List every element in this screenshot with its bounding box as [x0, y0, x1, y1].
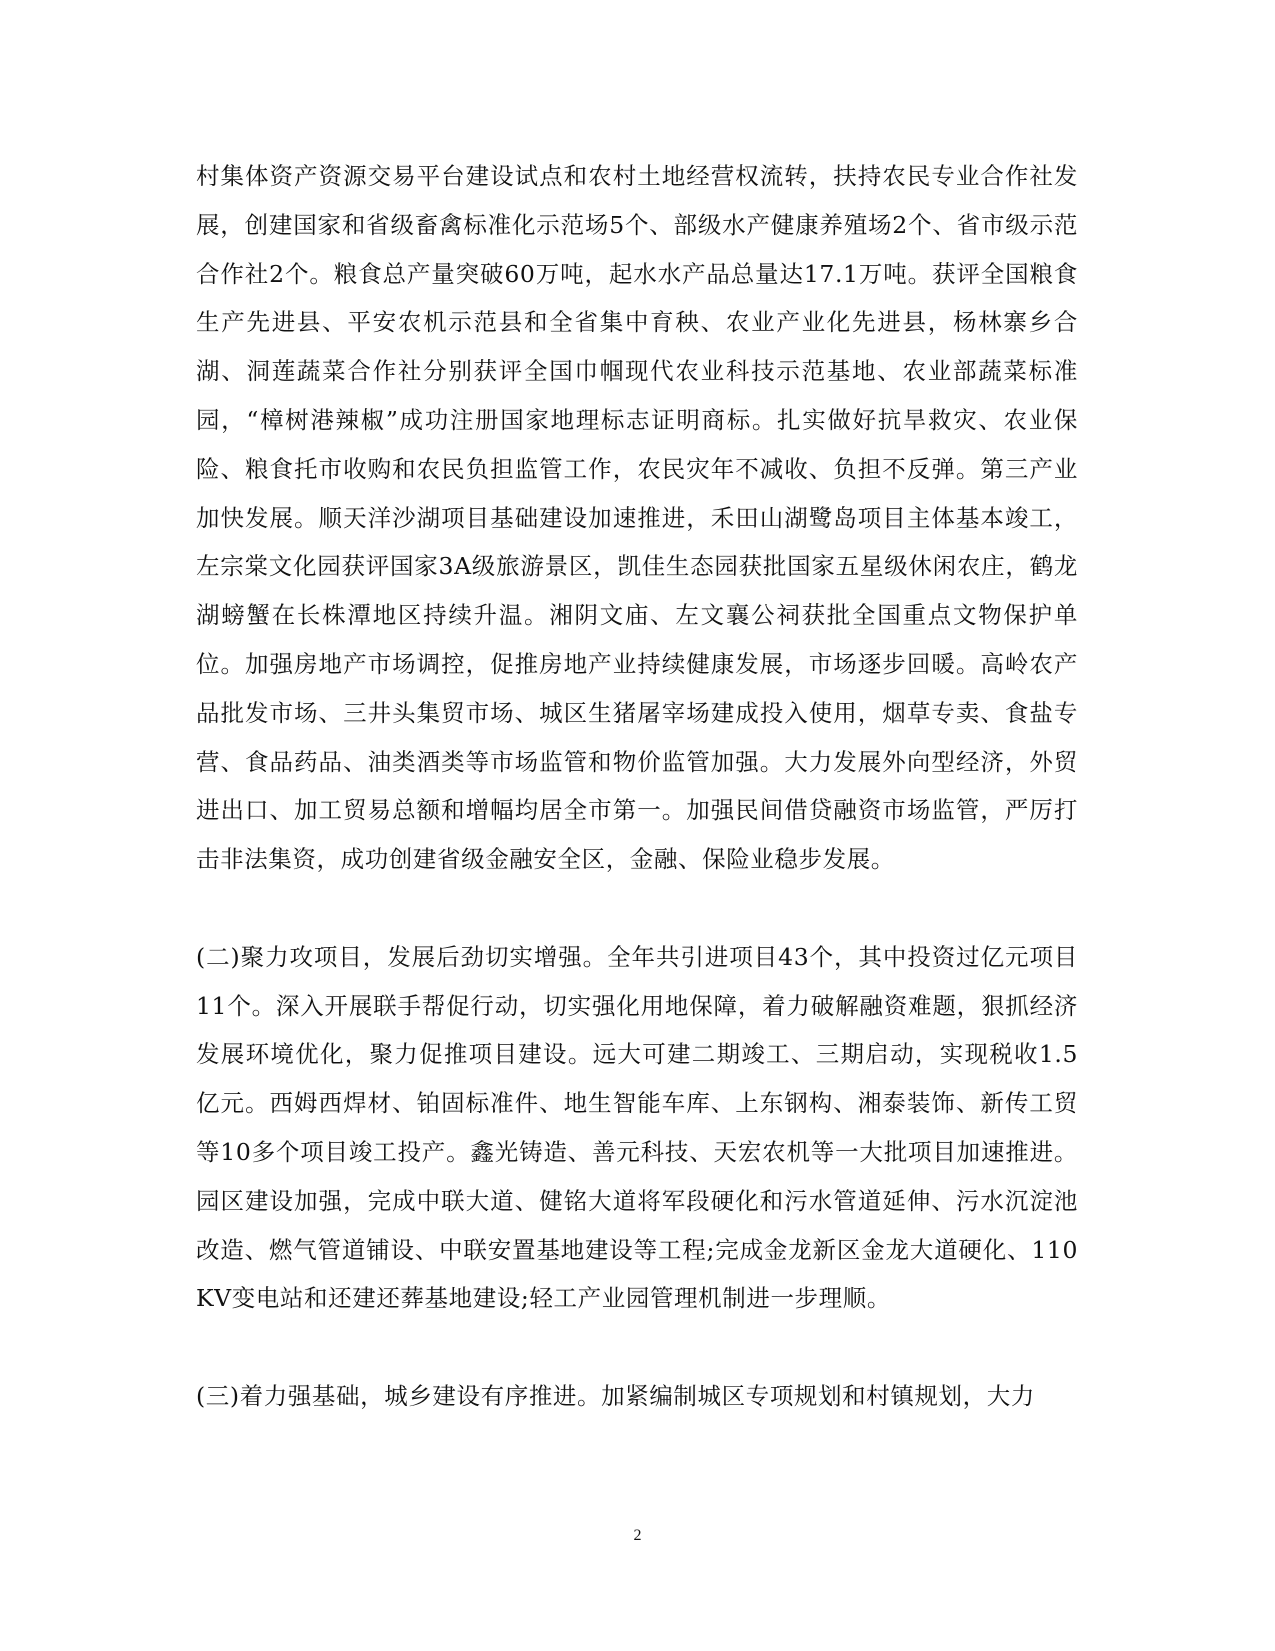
paragraph-agriculture-tertiary: 村集体资产资源交易平台建设试点和农村土地经营权流转，扶持农民专业合作社发展，创建国家和省级畜禽标准化示范场5个、部级水产健康养殖场2个、省市级示范合作社2个。粮食总产量突破60万吨，起水水产品总量达17.1万吨。获评全国粮食生产先进县、平安农机示范县和全省集中育秧、农业产业化先进县，杨林寨乡合湖、洞莲蔬菜合作社分别获评全国巾帼现代农业科技示范基地、农业部蔬菜标准园，“樟树港辣椒”成功注册国家地理标志证明商标。扎实做好抗旱救灾、农业保险、粮食托市收购和农民负担监管工作，农民灾年不减收、负担不反弹。第三产业加快发展。顺天洋沙湖项目基础建设加速推进，禾田山湖鹭岛项目主体基本竣工，左宗棠文化园获评国家3A级旅游景区，凯佳生态园获批国家五星级休闲农庄，鹤龙湖螃蟹在长株潭地区持续升温。湘阴文庙、左文襄公祠获批全国重点文物保护单位。加强房地产市场调控，促推房地产业持续健康发展，市场逐步回暖。高岭农产品批发市场、三井头集贸市场、城区生猪屠宰场建成投入使用，烟草专卖、食盐专营、食品药品、油类酒类等市场监管和物价监管加强。大力发展外向型经济，外贸进出口、加工贸易总额和增幅均居全市第一。加强民间借贷融资市场监管，严厉打击非法集资，成功创建省级金融安全区，金融、保险业稳步发展。 [196, 162, 1078, 874]
paragraph-projects: (二)聚力攻项目，发展后劲切实增强。全年共引进项目43个，其中投资过亿元项目11个。深入开展联手帮促行动，切实强化用地保障，着力破解融资难题，狠抓经济发展环境优化，聚力促推项目建设。远大可建二期竣工、三期启动，实现税收1.5亿元。西姆西焊材、铂固标准件、地生智能车库、上东钢构、湘泰装饰、新传工贸等10多个项目竣工投产。鑫光铸造、善元科技、天宏农机等一大批项目加速推进。园区建设加强，完成中联大道、健铭大道将军段硬化和污水管道延伸、污水沉淀池改造、燃气管道铺设、中联安置基地建设等工程;完成金龙新区金龙大道硬化、110KV变电站和还建还葬基地建设;轻工产业园管理机制进一步理顺。 [196, 942, 1078, 1313]
paragraph-infrastructure: (三)着力强基础，城乡建设有序推进。加紧编制城区专项规划和村镇规划，大力 [196, 1381, 1035, 1410]
document-body [196, 152, 1078, 1421]
page-number: 2 [633, 1527, 642, 1544]
